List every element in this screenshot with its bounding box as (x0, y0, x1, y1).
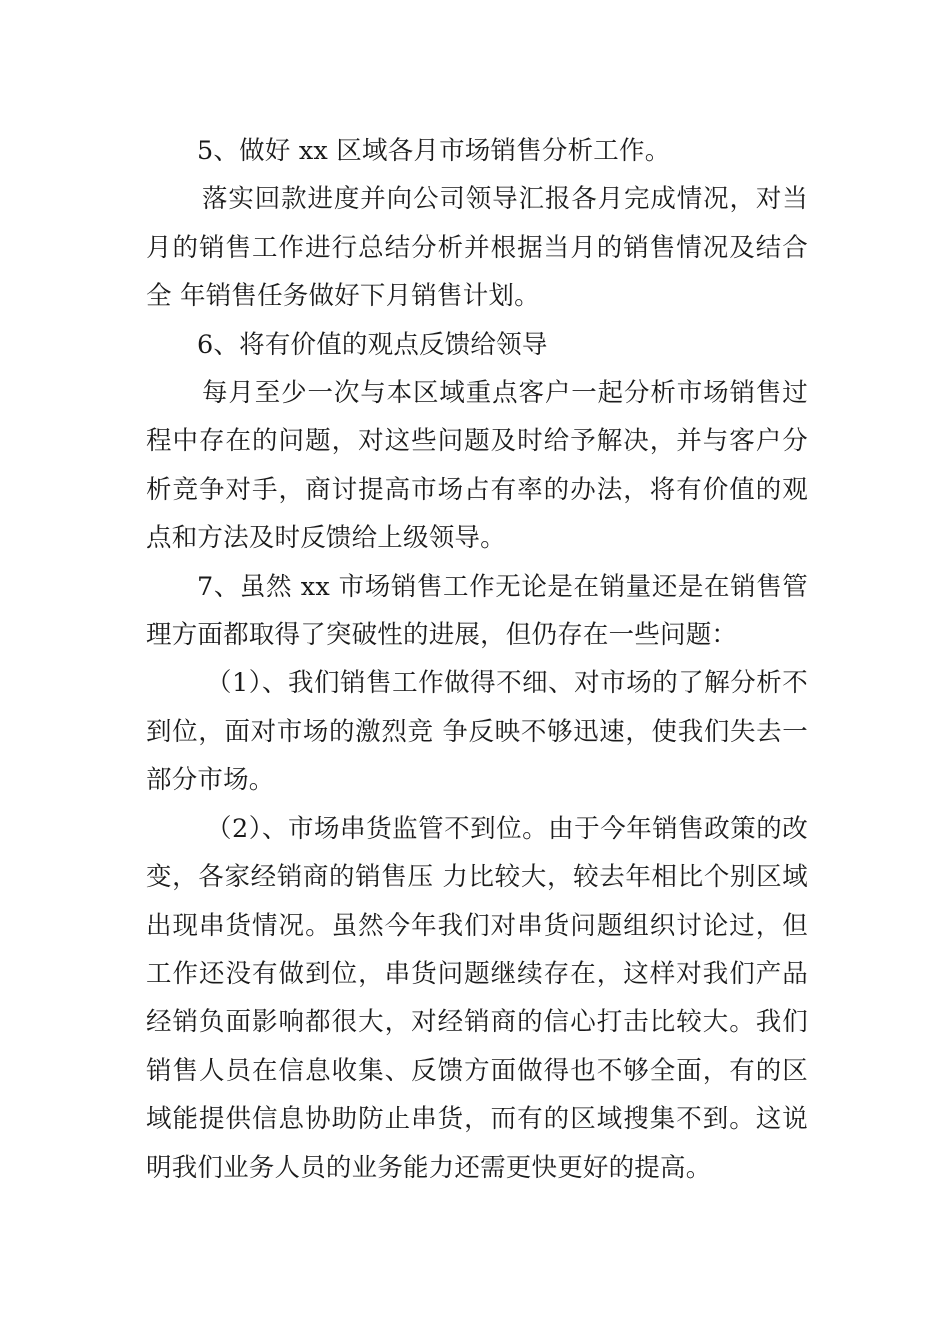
section-heading-7: 7、虽然 xx 市场销售工作无论是在销量还是在销售管理方面都取得了突破性的进展，但仍存在一些问题： (146, 571, 808, 651)
paragraph-customer-analysis: 每月至少一次与本区域重点客户一起分析市场销售过程中存在的问题，对这些问题及时给予解决，并与客户分析竞争对手，商讨提高市场占有率的办法，将有价值的观点和方法及时反馈给上级领导。 (146, 378, 808, 554)
paragraph-issue-1: （1）、我们销售工作做得不细、对市场的了解分析不到位，面对市场的激烈竞 争反映不够迅速，使我们失去一部分市场。 (146, 668, 808, 796)
document-body (146, 127, 808, 1192)
section-heading-5: 5、做好 xx 区域各月市场销售分析工作。 (197, 136, 671, 166)
paragraph-issue-2: （2）、市场串货监管不到位。由于今年销售政策的改变，各家经销商的销售压 力比较大，较去年相比个别区域出现串货情况。虽然今年我们对串货问题组织讨论过，但工作还没有做到位，串货问题继续存在，这样对我们产品经销负面影响都很大，对经销商的信心打击比较大。我们销售人员在信息收集、反馈方面做得也不够全面，有的区域能提供信息协助防止串货，而有的区域搜集不到。这说明我们业务人员的业务能力还需更快更好的提高。 (146, 813, 808, 1183)
paragraph-payment-progress: 落实回款进度并向公司领导汇报各月完成情况，对当月的销售工作进行总结分析并根据当月的销售情况及结合全 年销售任务做好下月销售计划。 (146, 184, 808, 312)
section-heading-6: 6、将有价值的观点反馈给领导 (197, 329, 548, 360)
